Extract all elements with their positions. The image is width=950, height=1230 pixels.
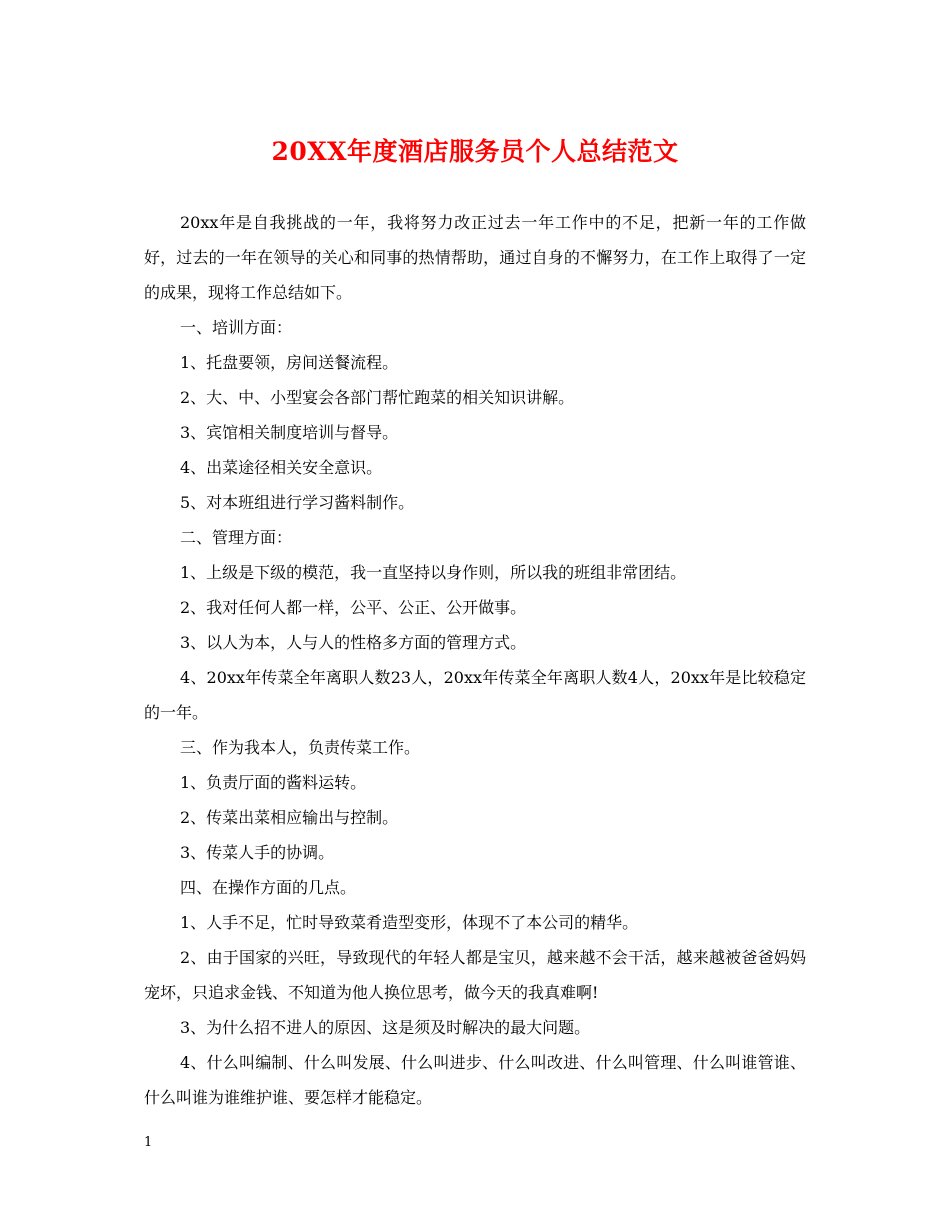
page-number: 1 [144,1135,153,1150]
list-item: 2、大、中、小型宴会各部门帮忙跑菜的相关知识讲解。 [180,388,575,407]
list-item: 4、20xx年传菜全年离职人数23人，20xx年传菜全年离职人数4人，20xx年是比较稳定的一年。 [144,668,806,722]
list-item: 1、上级是下级的模范，我一直坚持以身作则，所以我的班组非常团结。 [180,563,687,582]
list-item: 4、出菜途径相关安全意识。 [180,458,383,477]
paragraph: 20xx年是自我挑战的一年，我将努力改正过去一年工作中的不足，把新一年的工作做好，过去的一年在领导的关心和同事的热情帮助，通过自身的不懈努力，在工作上取得了一定的成果，现将工作总结如下。 [144,213,806,302]
list-item: 1、托盘要领，房间送餐流程。 [180,353,399,372]
document-body [144,205,806,1115]
section-heading: 三、作为我本人，负责传菜工作。 [180,738,421,757]
list-item: 2、由于国家的兴旺，导致现代的年轻人都是宝贝，越来越不会干活，越来越被爸爸妈妈宠坏，只追求金钱、不知道为他人换位思考，做今天的我真难啊! [144,948,806,1002]
list-item: 1、人手不足，忙时导致菜肴造型变形，体现不了本公司的精华。 [180,913,639,932]
section-heading: 四、在操作方面的几点。 [180,878,357,897]
list-item: 2、传菜出菜相应输出与控制。 [180,808,399,827]
section-heading: 一、培训方面： [180,318,293,337]
list-item: 3、传菜人手的协调。 [180,843,335,862]
list-item: 2、我对任何人都一样，公平、公正、公开做事。 [180,598,527,617]
list-item: 4、什么叫编制、什么叫发展、什么叫进步、什么叫改进、什么叫管理、什么叫谁管谁、什么叫谁为谁维护谁、要怎样才能稳定。 [144,1053,806,1107]
list-item: 1、负责厅面的酱料运转。 [180,773,367,792]
document-title: 20XX年度酒店服务员个人总结范文 [271,137,679,166]
list-item: 3、为什么招不进人的原因、这是须及时解决的最大问题。 [180,1018,591,1037]
list-item: 3、以人为本，人与人的性格多方面的管理方式。 [180,633,527,652]
list-item: 3、宾馆相关制度培训与督导。 [180,423,399,442]
section-heading: 二、管理方面： [180,528,293,547]
list-item: 5、对本班组进行学习酱料制作。 [180,493,415,512]
